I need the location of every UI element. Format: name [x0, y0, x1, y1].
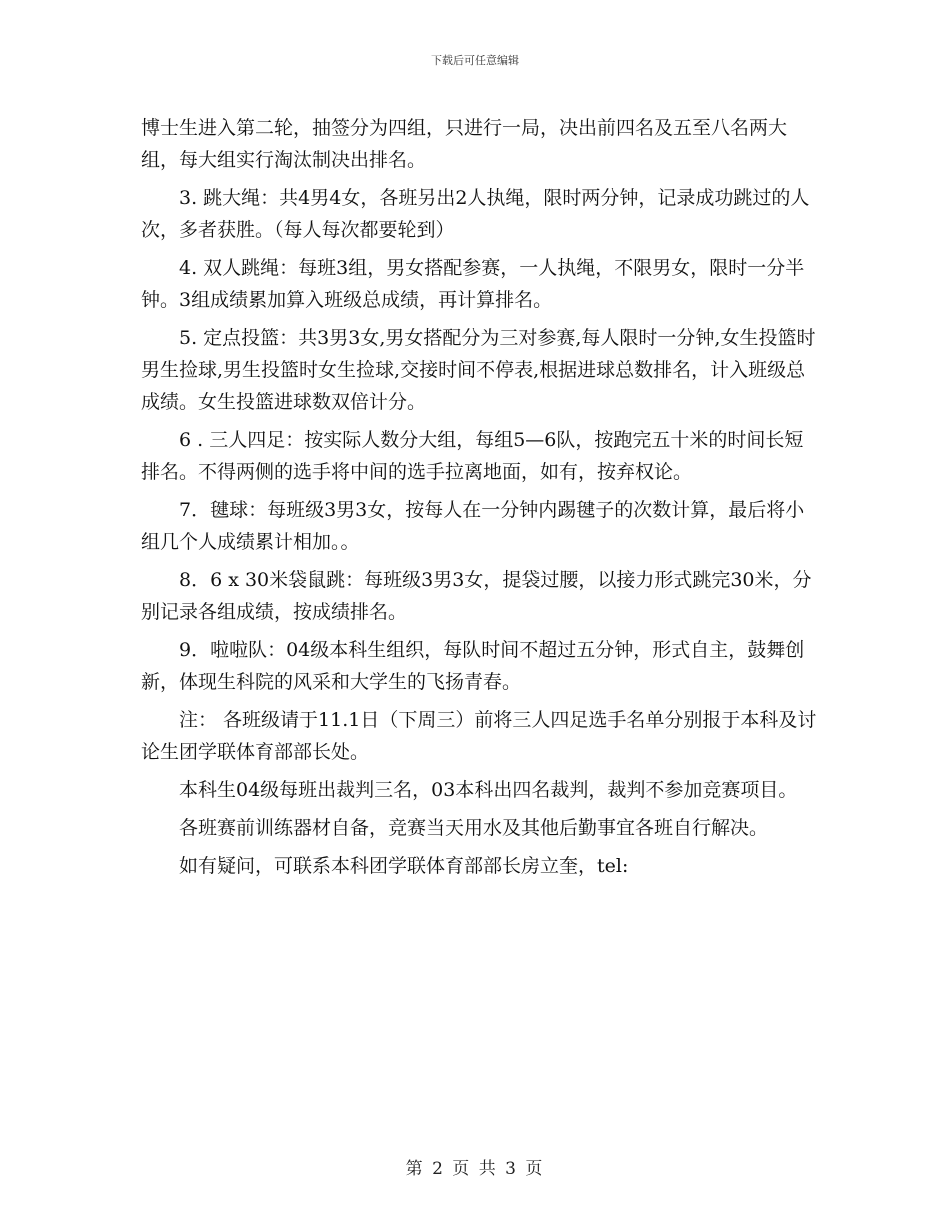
paragraph-referees: 本科生04级每班出裁判三名，03本科出四名裁判，裁判不参加竞赛项目。 — [179, 779, 798, 801]
page-header: 下载后可任意编辑 — [431, 54, 519, 67]
paragraph-note: 注： 各班级请于11.1日（下周三）前将三人四足选手名单分别报于本科及讨论生团学联体育部部长处。 — [141, 709, 817, 763]
paragraph-item-6: 6 . 三人四足：按实际人数分大组，每组5—6队，按跑完五十米的时间长短排名。不得两侧的选手将中间的选手拉离地面，如有，按弃权论。 — [141, 429, 804, 483]
document-body — [141, 112, 821, 888]
paragraph-item-7: 7．毽球：每班级3男3女，按每人在一分钟内踢毽子的次数计算，最后将小组几个人成绩累计相加。。 — [141, 499, 805, 553]
paragraph-item-9: 9．啦啦队：04级本科生组织，每队时间不超过五分钟，形式自主，鼓舞创新，体现生科院的风采和大学生的飞扬青春。 — [141, 639, 805, 693]
paragraph-contact: 如有疑问，可联系本科团学联体育部部长房立奎，tel: — [179, 855, 629, 877]
page-footer: 第 2 页 共 3 页 — [405, 1159, 545, 1179]
paragraph-continuation: 博士生进入第二轮，抽签分为四组，只进行一局，决出前四名及五至八名两大组，每大组实行淘汰制决出排名。 — [141, 117, 788, 171]
paragraph-item-4: 4. 双人跳绳：每班3组，男女搭配参赛，一人执绳，不限男女，限时一分半钟。3组成绩累加算入班级总成绩，再计算排名。 — [141, 257, 805, 311]
paragraph-item-8: 8．6 x 30米袋鼠跳：每班级3男3女，提袋过腰，以接力形式跳完30米，分别记录各组成绩，按成绩排名。 — [141, 569, 812, 623]
paragraph-item-5: 5. 定点投篮：共3男3女,男女搭配分为三对参赛,每人限时一分钟,女生投篮时男生捡球,男生投篮时女生捡球,交接时间不停表,根据进球总数排名，计入班级总成绩。女生投篮进球数双倍计分。 — [141, 327, 816, 413]
paragraph-item-3: 3. 跳大绳：共4男4女，各班另出2人执绳，限时两分钟，记录成功跳过的人次，多者获胜。（每人每次都要轮到） — [141, 187, 810, 241]
paragraph-equipment: 各班赛前训练器材自备，竞赛当天用水及其他后勤事宜各班自行解决。 — [179, 817, 769, 839]
